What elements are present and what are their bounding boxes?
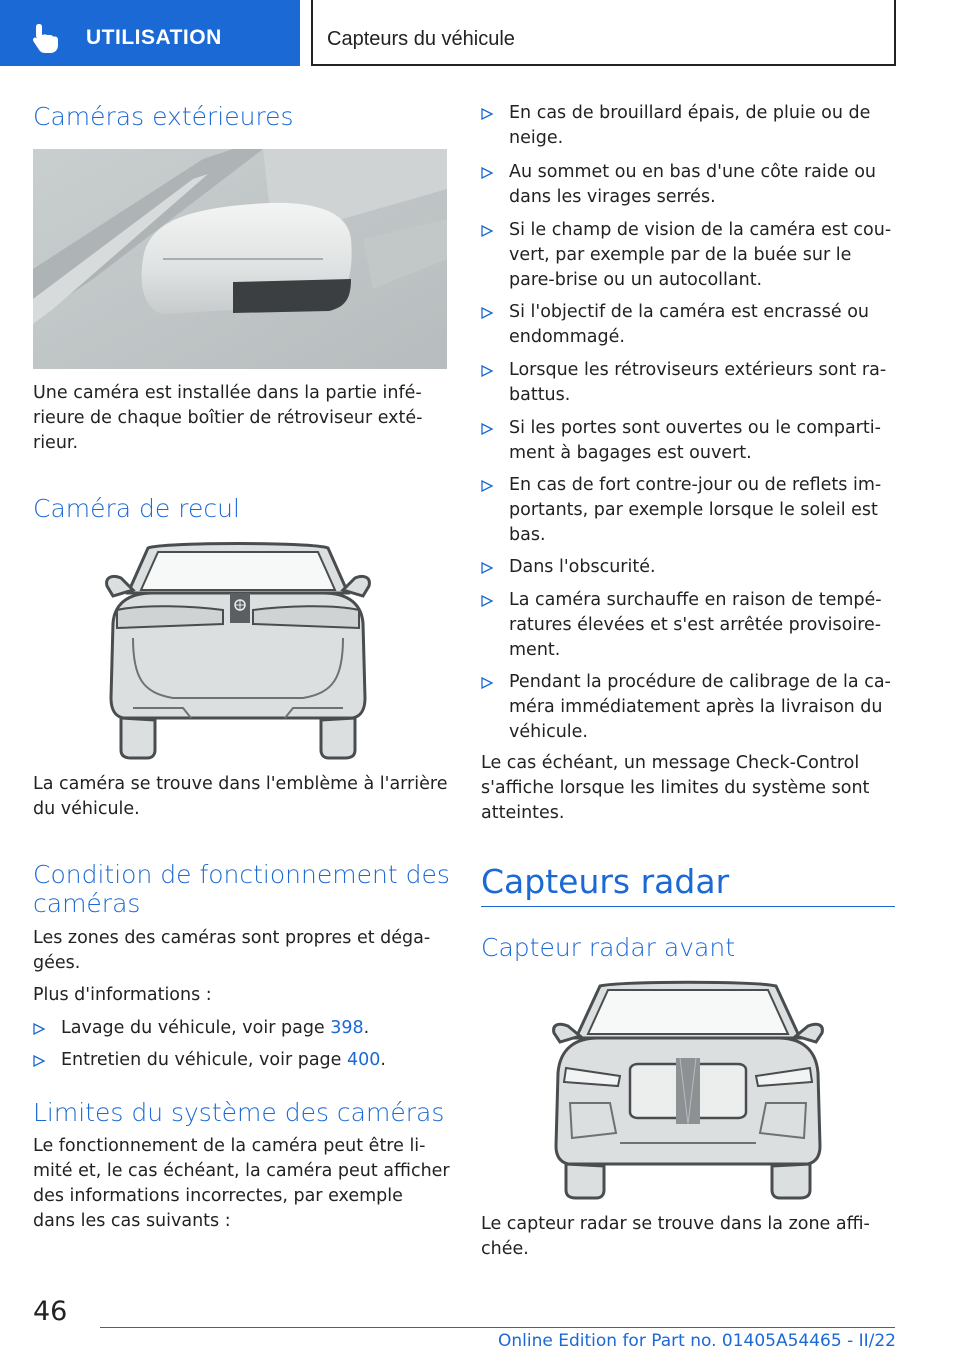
triangle-bullet-icon [481,423,493,435]
triangle-bullet-icon [481,480,493,492]
triangle-bullet-icon [481,562,493,574]
paragraph-camera-de-recul: La caméra se trouve dans l'emblème à l'arrière du véhicule. [33,774,448,819]
heading-capteurs-radar: Capteurs radar [481,862,730,901]
heading-limites-systeme: Limites du système des caméras [33,1098,445,1127]
paragraph-plus-informations: Plus d'informations : [33,985,212,1005]
triangle-bullet-icon [481,677,493,689]
triangle-bullet-icon [33,1055,45,1067]
paragraph-limites: Le fonctionnement de la caméra peut être li‐ mité et, le cas échéant, la caméra peut afficher des informations incorrectes, par exemple dans les cas suivants : [33,1136,450,1231]
triangle-bullet-icon [481,108,493,120]
paragraph-check-control: Le cas échéant, un message Check-Control s'affiche lorsque les limites du système sont atteintes. [481,753,870,823]
triangle-bullet-icon [481,225,493,237]
triangle-bullet-icon [481,595,493,607]
paragraph-cameras-exterieures: Une caméra est installée dans la partie infé‐ rieure de chaque boîtier de rétroviseur exté‐ rieur. [33,383,423,453]
page-link-398[interactable]: 398 [330,1018,364,1038]
list-item: Entretien du véhicule, voir page 400. [33,1048,447,1073]
triangle-bullet-icon [481,167,493,179]
footer-divider [100,1327,895,1328]
heading-camera-de-recul: Caméra de recul [33,494,240,523]
triangle-bullet-icon [481,365,493,377]
hand-pointer-icon [30,22,62,54]
page-number: 46 [33,1296,68,1327]
triangle-bullet-icon [481,307,493,319]
page-link-400[interactable]: 400 [347,1050,381,1070]
chapter-title: Capteurs du véhicule [327,28,515,50]
section-tab [0,0,300,66]
heading-condition-fonctionnement: Condition de fonctionnement des caméras [33,860,450,918]
list-item: Lavage du véhicule, voir page 398. [33,1016,447,1041]
car-rear-view-image [103,538,373,760]
edition-footer: Online Edition for Part no. 01405A54465 - II/22 [497,1331,896,1351]
heading-capteur-radar-avant: Capteur radar avant [481,933,735,962]
side-mirror-camera-image [33,149,447,369]
paragraph-capteur-radar: Le capteur radar se trouve dans la zone affi‐ chée. [481,1214,870,1259]
section-divider [481,906,895,907]
section-title: UTILISATION [86,26,222,49]
heading-cameras-exterieures: Caméras extérieures [33,102,294,131]
chapter-header [311,0,896,66]
car-front-view-image [550,978,826,1200]
triangle-bullet-icon [33,1023,45,1035]
paragraph-condition: Les zones des caméras sont propres et déga‐ gées. [33,928,431,973]
